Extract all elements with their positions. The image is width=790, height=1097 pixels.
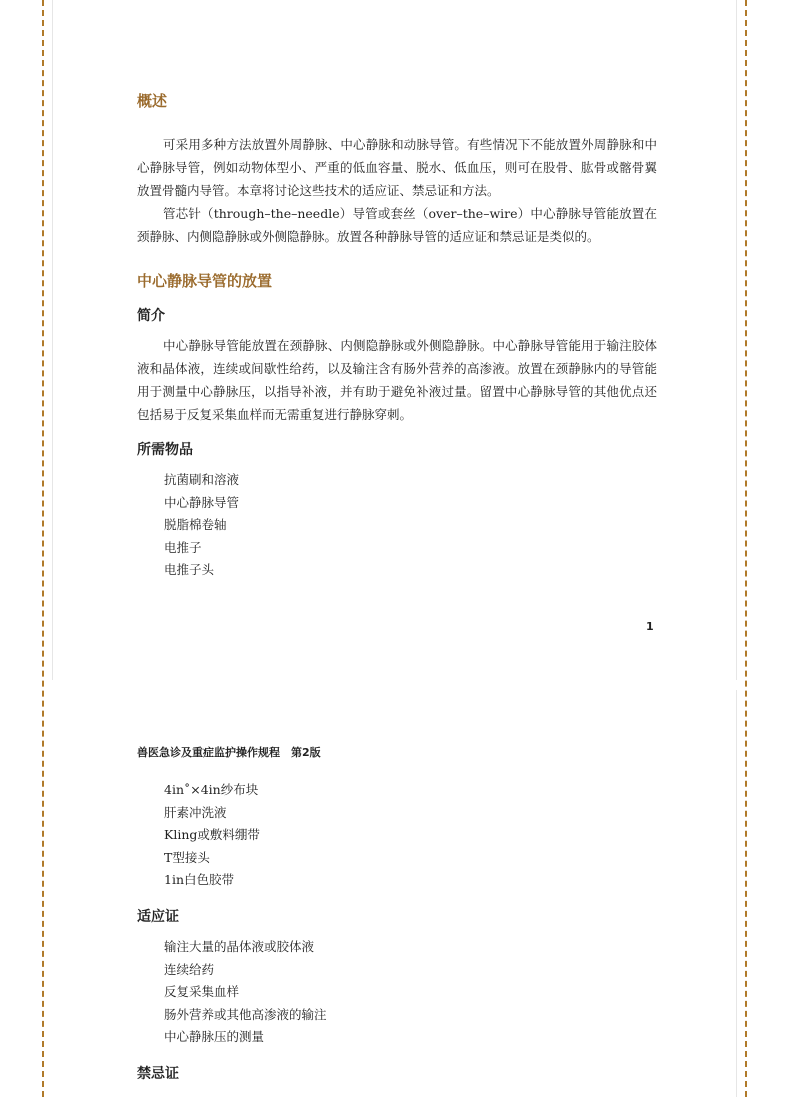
left-dashed-border (42, 0, 44, 1097)
page-edge-right-lower (736, 690, 737, 1097)
cvc-heading: 中心静脉导管的放置 (137, 272, 273, 290)
page-edge-left (52, 0, 53, 680)
supplies-list (164, 469, 239, 582)
list-item: T型接头 (164, 849, 210, 865)
list-item: 肠外营养或其他高渗液的输注 (164, 1006, 327, 1022)
supplies-heading: 所需物品 (137, 442, 193, 458)
list-item: 电推子 (164, 539, 202, 555)
indications-heading: 适应证 (137, 909, 179, 925)
indications-list (164, 936, 327, 1049)
list-item: 连续给药 (164, 961, 215, 977)
contraindications-heading: 禁忌证 (137, 1066, 179, 1082)
list-item: 抗菌刷和溶液 (164, 472, 240, 487)
list-item: 输注大量的晶体液或胶体液 (164, 939, 315, 954)
overview-paragraph-1: 可采用多种方法放置外周静脉、中心静脉和动脉导管。有些情况下不能放置外周静脉和中心静脉导管，例如动物体型小、严重的低血容量、脱水、低血压，则可在股骨、肱骨或髂骨翼放置骨髓内导管。本章将讨论这些技术的适应证、禁忌证和方法。 (137, 137, 657, 198)
list-item: 反复采集血样 (164, 984, 240, 1000)
list-item: 肝素冲洗液 (164, 804, 227, 820)
page-edge-right (736, 0, 737, 680)
intro-heading: 简介 (137, 308, 165, 324)
list-item: 4in˚×4in纱布块 (164, 782, 259, 797)
supplies-continued-list (164, 779, 260, 892)
list-item: 1in白色胶带 (164, 872, 235, 888)
list-item: 脱脂棉卷轴 (164, 517, 227, 533)
page-number: 1 (646, 620, 654, 633)
overview-heading: 概述 (137, 92, 168, 110)
intro-paragraph: 中心静脉导管能放置在颈静脉、内侧隐静脉或外侧隐静脉。中心静脉导管能用于输注胶体液和晶体液，连续或间歇性给药，以及输注含有肠外营养的高渗液。放置在颈静脉内的导管能用于测量中心静脉压，以指导补液，并有助于避免补液过量。留置中心静脉导管的其他优点还包括易于反复采集血样而无需重复进行静脉穿刺。 (137, 338, 657, 422)
right-dashed-border (745, 0, 747, 1097)
list-item: 中心静脉压的测量 (164, 1029, 265, 1045)
list-item: Kling或敷料绷带 (164, 827, 260, 843)
list-item: 电推子头 (164, 562, 215, 578)
list-item: 中心静脉导管 (164, 494, 240, 510)
overview-paragraph-2: 管芯针（through–the–needle）导管或套丝（over–the–wire）中心静脉导管能放置在颈静脉、内侧隐静脉或外侧隐静脉。放置各种静脉导管的适应证和禁忌证是类似的。 (137, 206, 657, 244)
running-header: 兽医急诊及重症监护操作规程 第2版 (137, 746, 321, 759)
